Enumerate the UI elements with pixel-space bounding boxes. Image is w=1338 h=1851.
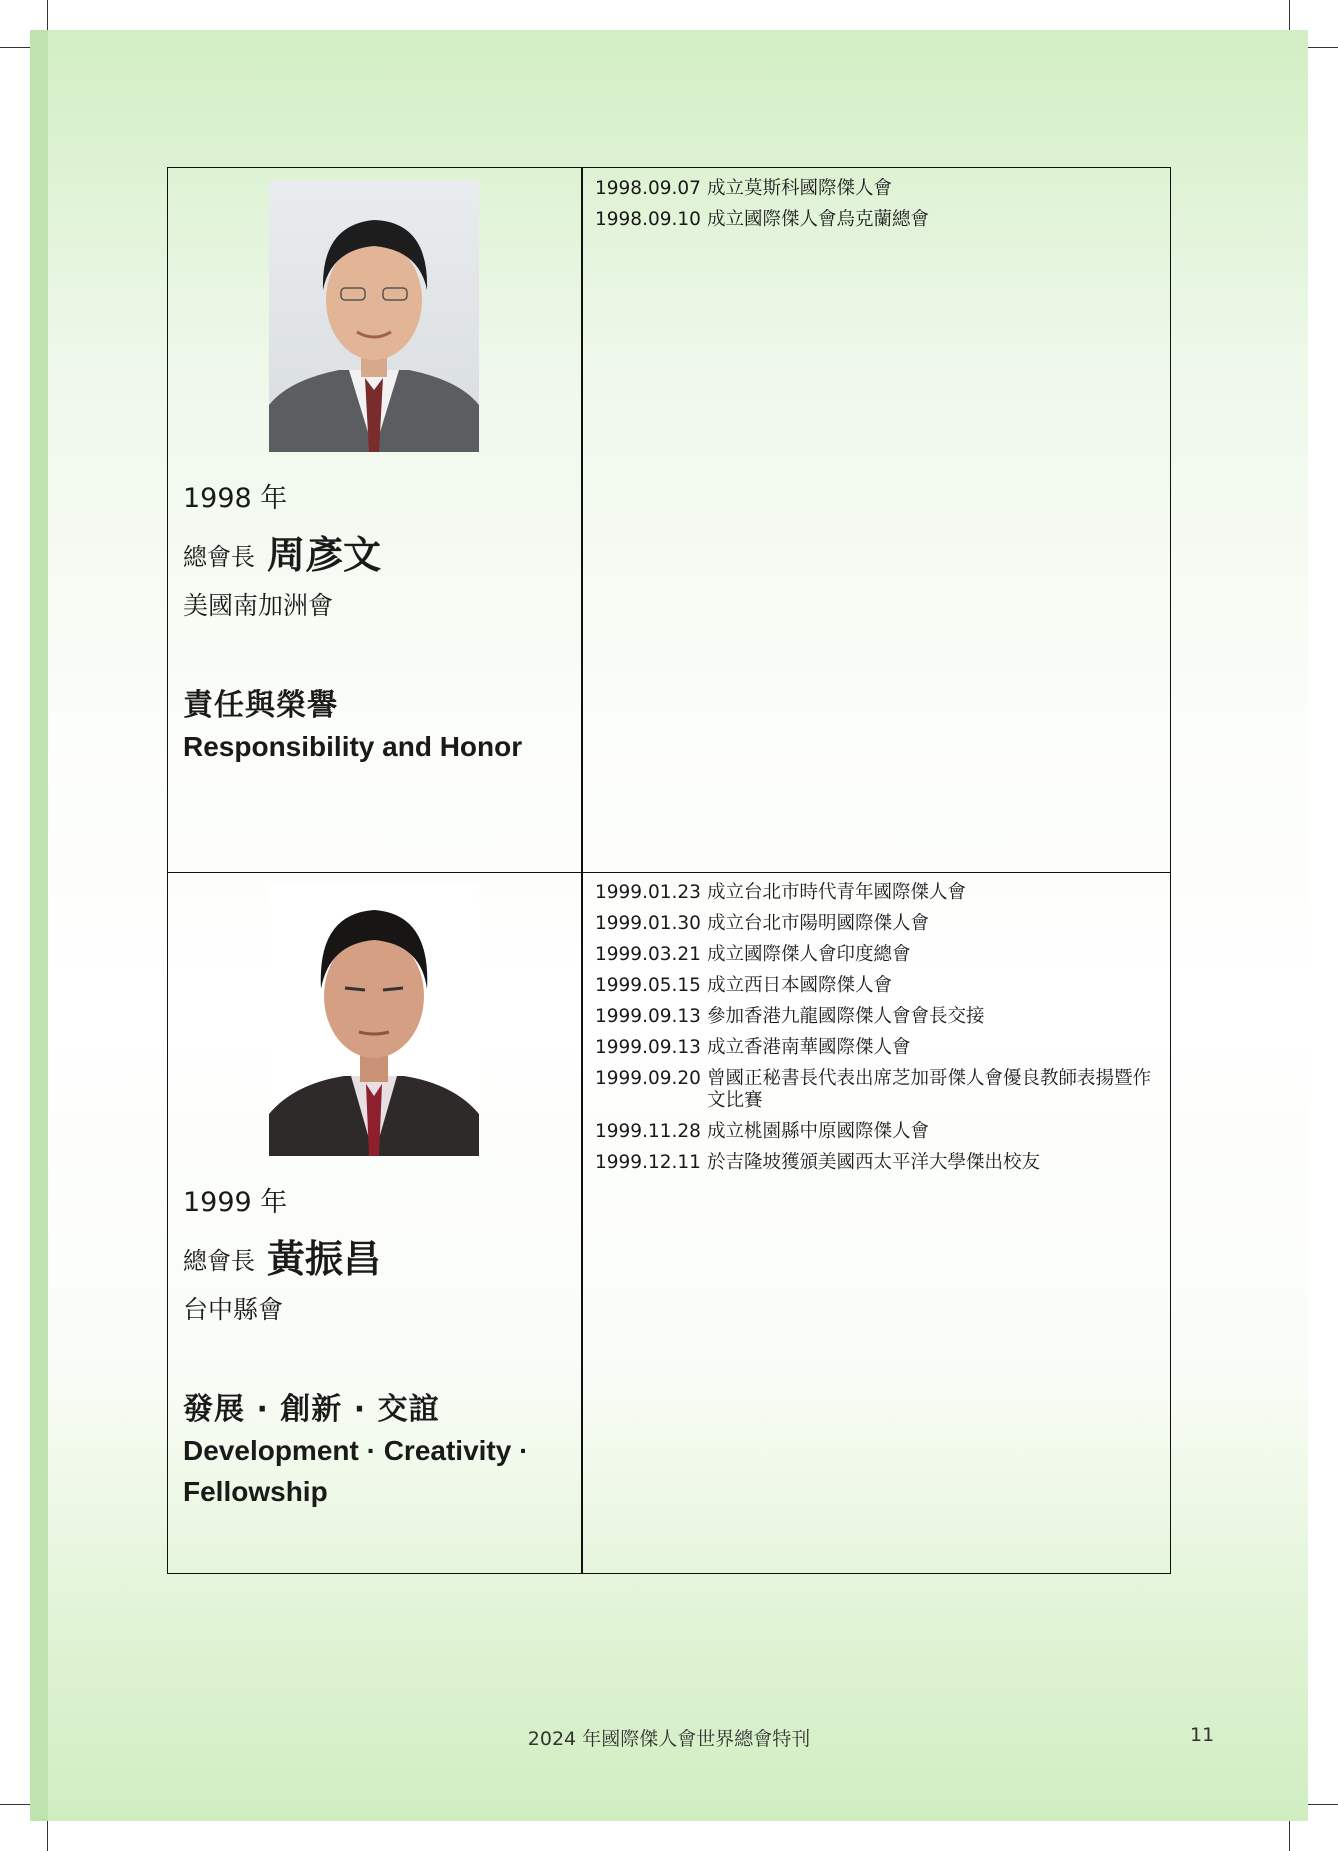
crop-mark <box>0 1804 30 1805</box>
portrait-photo <box>269 884 479 1156</box>
list-item <box>595 1006 1158 1028</box>
event-date: 1999.09.13 <box>595 1037 701 1058</box>
table-row <box>168 168 1170 873</box>
motto-english: Responsibility and Honor <box>183 731 523 762</box>
crop-mark <box>1289 0 1290 30</box>
crop-mark <box>1308 1804 1338 1805</box>
event-text: 曾國正秘書長代表出席芝加哥傑人會優良教師表揚暨作文比賽 <box>707 1068 1152 1111</box>
event-date: 1999.12.11 <box>595 1152 701 1173</box>
list-item <box>595 1152 1158 1174</box>
role-label: 總會長 <box>183 1247 255 1275</box>
president-title <box>183 524 381 579</box>
motto-chinese: 責任與榮譽 <box>183 688 338 723</box>
event-date: 1998.09.10 <box>595 209 701 230</box>
event-date: 1999.05.15 <box>595 975 701 996</box>
crop-mark <box>0 47 30 48</box>
event-text: 成立莫斯科國際傑人會 <box>707 178 893 199</box>
event-text: 成立國際傑人會印度總會 <box>707 944 911 965</box>
events-cell <box>583 872 1170 1574</box>
crop-mark <box>1289 1821 1290 1851</box>
event-text: 成立香港南華國際傑人會 <box>707 1037 911 1058</box>
events-cell <box>583 168 1170 872</box>
list-item <box>595 975 1158 997</box>
crop-mark <box>1308 47 1338 48</box>
list-item <box>595 209 1158 231</box>
publication-title: 2024 年國際傑人會世界總會特刊 <box>527 1728 811 1750</box>
table-row <box>168 872 1170 1574</box>
list-item <box>595 1121 1158 1143</box>
term-year: 1998 年 <box>183 483 288 514</box>
crop-mark <box>47 0 48 30</box>
portrait-1-image <box>269 180 479 452</box>
event-text: 成立國際傑人會烏克蘭總會 <box>707 209 930 230</box>
list-item <box>595 178 1158 200</box>
list-item <box>595 944 1158 966</box>
crop-mark <box>47 1821 48 1851</box>
president-name: 周彥文 <box>267 533 382 577</box>
chapter-name: 美國南加洲會 <box>183 591 334 620</box>
event-date: 1999.01.23 <box>595 882 701 903</box>
event-text: 於吉隆坡獲頒美國西太平洋大學傑出校友 <box>707 1152 1041 1173</box>
event-text: 成立西日本國際傑人會 <box>707 975 893 996</box>
motto-chinese: 發展 · 創新 · 交誼 <box>183 1392 440 1427</box>
chapter-name: 台中縣會 <box>183 1295 284 1324</box>
page-number: 11 <box>1190 1724 1215 1746</box>
term-year: 1999 年 <box>183 1187 288 1218</box>
list-item <box>595 882 1158 904</box>
event-text: 參加香港九龍國際傑人會會長交接 <box>707 1006 985 1027</box>
event-text: 成立台北市時代青年國際傑人會 <box>707 882 967 903</box>
portrait-2-image <box>269 884 479 1156</box>
motto-english: Development · Creativity · Fellowship <box>183 1435 529 1507</box>
role-label: 總會長 <box>183 543 255 571</box>
list-item <box>595 1068 1158 1112</box>
portrait-photo <box>269 180 479 452</box>
event-text: 成立桃園縣中原國際傑人會 <box>707 1121 930 1142</box>
profile-cell <box>168 872 581 1574</box>
presidents-table <box>167 167 1171 1574</box>
list-item <box>595 1037 1158 1059</box>
list-item <box>595 913 1158 935</box>
president-title <box>183 1228 381 1283</box>
event-date: 1999.01.30 <box>595 913 701 934</box>
event-date: 1999.03.21 <box>595 944 701 965</box>
event-date: 1998.09.07 <box>595 178 701 199</box>
president-name: 黃振昌 <box>267 1237 382 1281</box>
profile-cell <box>168 168 581 872</box>
event-date: 1999.09.13 <box>595 1006 701 1027</box>
event-date: 1999.09.20 <box>595 1068 701 1089</box>
event-date: 1999.11.28 <box>595 1121 701 1142</box>
event-text: 成立台北市陽明國際傑人會 <box>707 913 930 934</box>
